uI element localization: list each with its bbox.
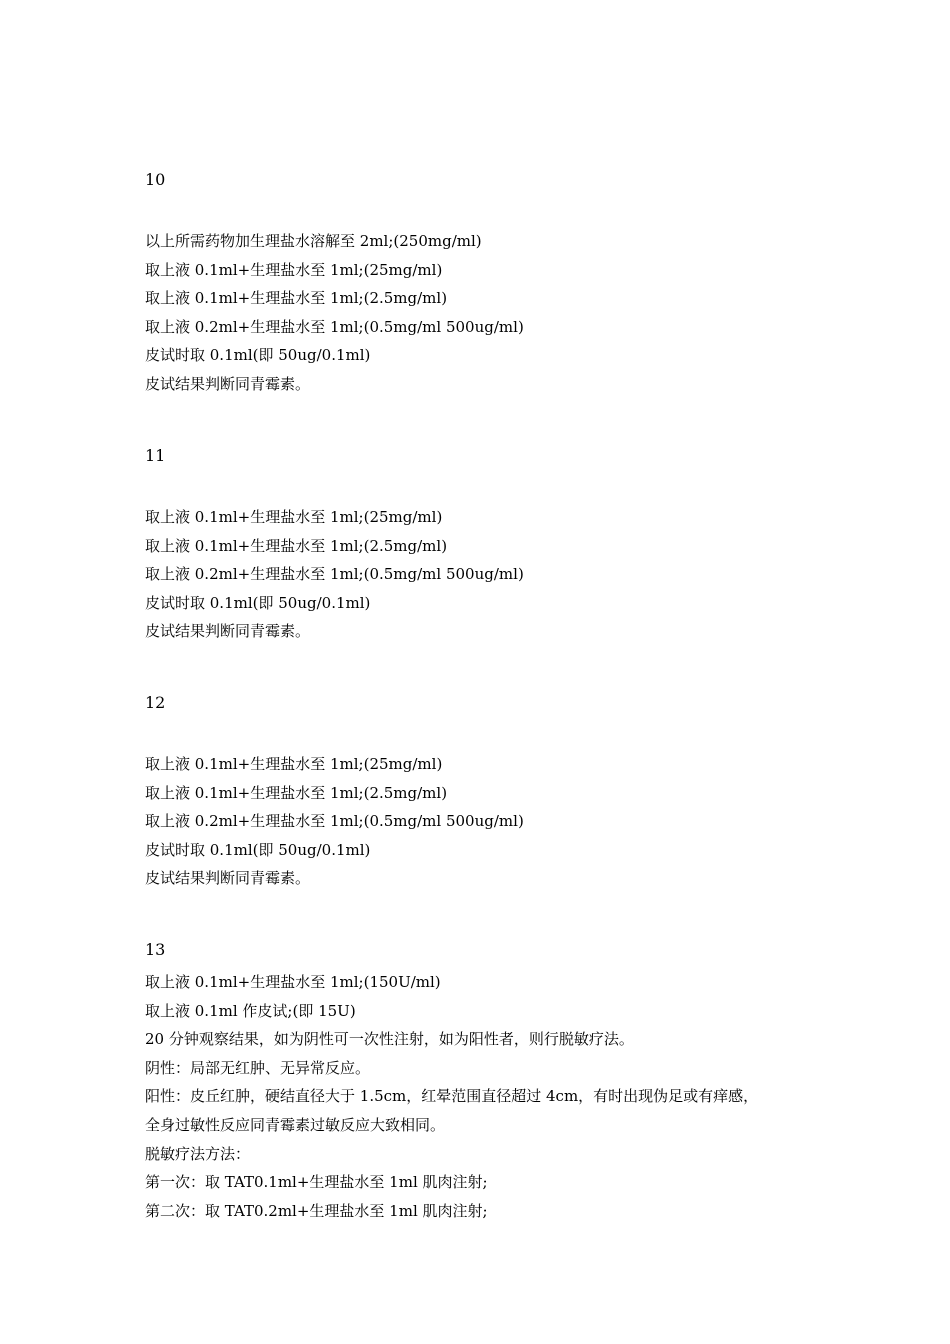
text-line: 取上液 0.2ml+生理盐水至 1ml;(0.5mg/ml 500ug/ml) [145, 317, 524, 336]
section-number: 12 [145, 693, 166, 712]
text-line: 脱敏疗法方法： [145, 1144, 251, 1163]
text-line: 皮试结果判断同青霉素。 [145, 374, 311, 393]
section-body [145, 503, 845, 646]
text-line: 第二次：取 TAT0.2ml+生理盐水至 1ml 肌肉注射; [145, 1201, 488, 1220]
section-body [145, 968, 845, 1225]
text-line: 阴性：局部无红肿、无异常反应。 [145, 1058, 371, 1077]
text-line: 取上液 0.1ml+生理盐水至 1ml;(2.5mg/ml) [145, 536, 448, 555]
section-12 [145, 693, 845, 893]
section-11 [145, 446, 845, 646]
text-line: 皮试结果判断同青霉素。 [145, 869, 311, 888]
text-line: 取上液 0.2ml+生理盐水至 1ml;(0.5mg/ml 500ug/ml) [145, 812, 524, 831]
text-line: 第一次：取 TAT0.1ml+生理盐水至 1ml 肌肉注射; [145, 1173, 488, 1192]
text-line: 取上液 0.1ml+生理盐水至 1ml;(25mg/ml) [145, 260, 443, 279]
text-line: 取上液 0.1ml+生理盐水至 1ml;(2.5mg/ml) [145, 783, 448, 802]
text-line: 全身过敏性反应同青霉素过敏反应大致相同。 [145, 1115, 446, 1134]
section-10 [145, 170, 845, 399]
section-body [145, 750, 845, 893]
text-line: 20 分钟观察结果，如为阴性可一次性注射，如为阳性者，则行脱敏疗法。 [145, 1030, 634, 1049]
section-number: 10 [145, 170, 166, 189]
text-line: 阳性：皮丘红肿，硬结直径大于 1.5cm，红晕范围直径超过 4cm，有时出现伪足或有痒感， [145, 1087, 759, 1106]
section-number: 13 [145, 940, 166, 959]
text-line: 皮试结果判断同青霉素。 [145, 622, 311, 641]
text-line: 取上液 0.1ml 作皮试;(即 15U) [145, 1001, 356, 1020]
text-line: 取上液 0.1ml+生理盐水至 1ml;(25mg/ml) [145, 755, 443, 773]
section-number: 11 [145, 446, 166, 465]
section-body [145, 227, 845, 399]
text-line: 取上液 0.1ml+生理盐水至 1ml;(150U/ml) [145, 973, 441, 991]
text-line: 以上所需药物加生理盐水溶解至 2ml;(250mg/ml) [145, 232, 482, 250]
text-line: 皮试时取 0.1ml(即 50ug/0.1ml) [145, 840, 371, 859]
text-line: 取上液 0.2ml+生理盐水至 1ml;(0.5mg/ml 500ug/ml) [145, 565, 524, 584]
text-line: 取上液 0.1ml+生理盐水至 1ml;(2.5mg/ml) [145, 289, 448, 308]
text-line: 取上液 0.1ml+生理盐水至 1ml;(25mg/ml) [145, 508, 443, 526]
text-line: 皮试时取 0.1ml(即 50ug/0.1ml) [145, 593, 371, 612]
text-line: 皮试时取 0.1ml(即 50ug/0.1ml) [145, 346, 371, 365]
section-13 [145, 940, 845, 1225]
